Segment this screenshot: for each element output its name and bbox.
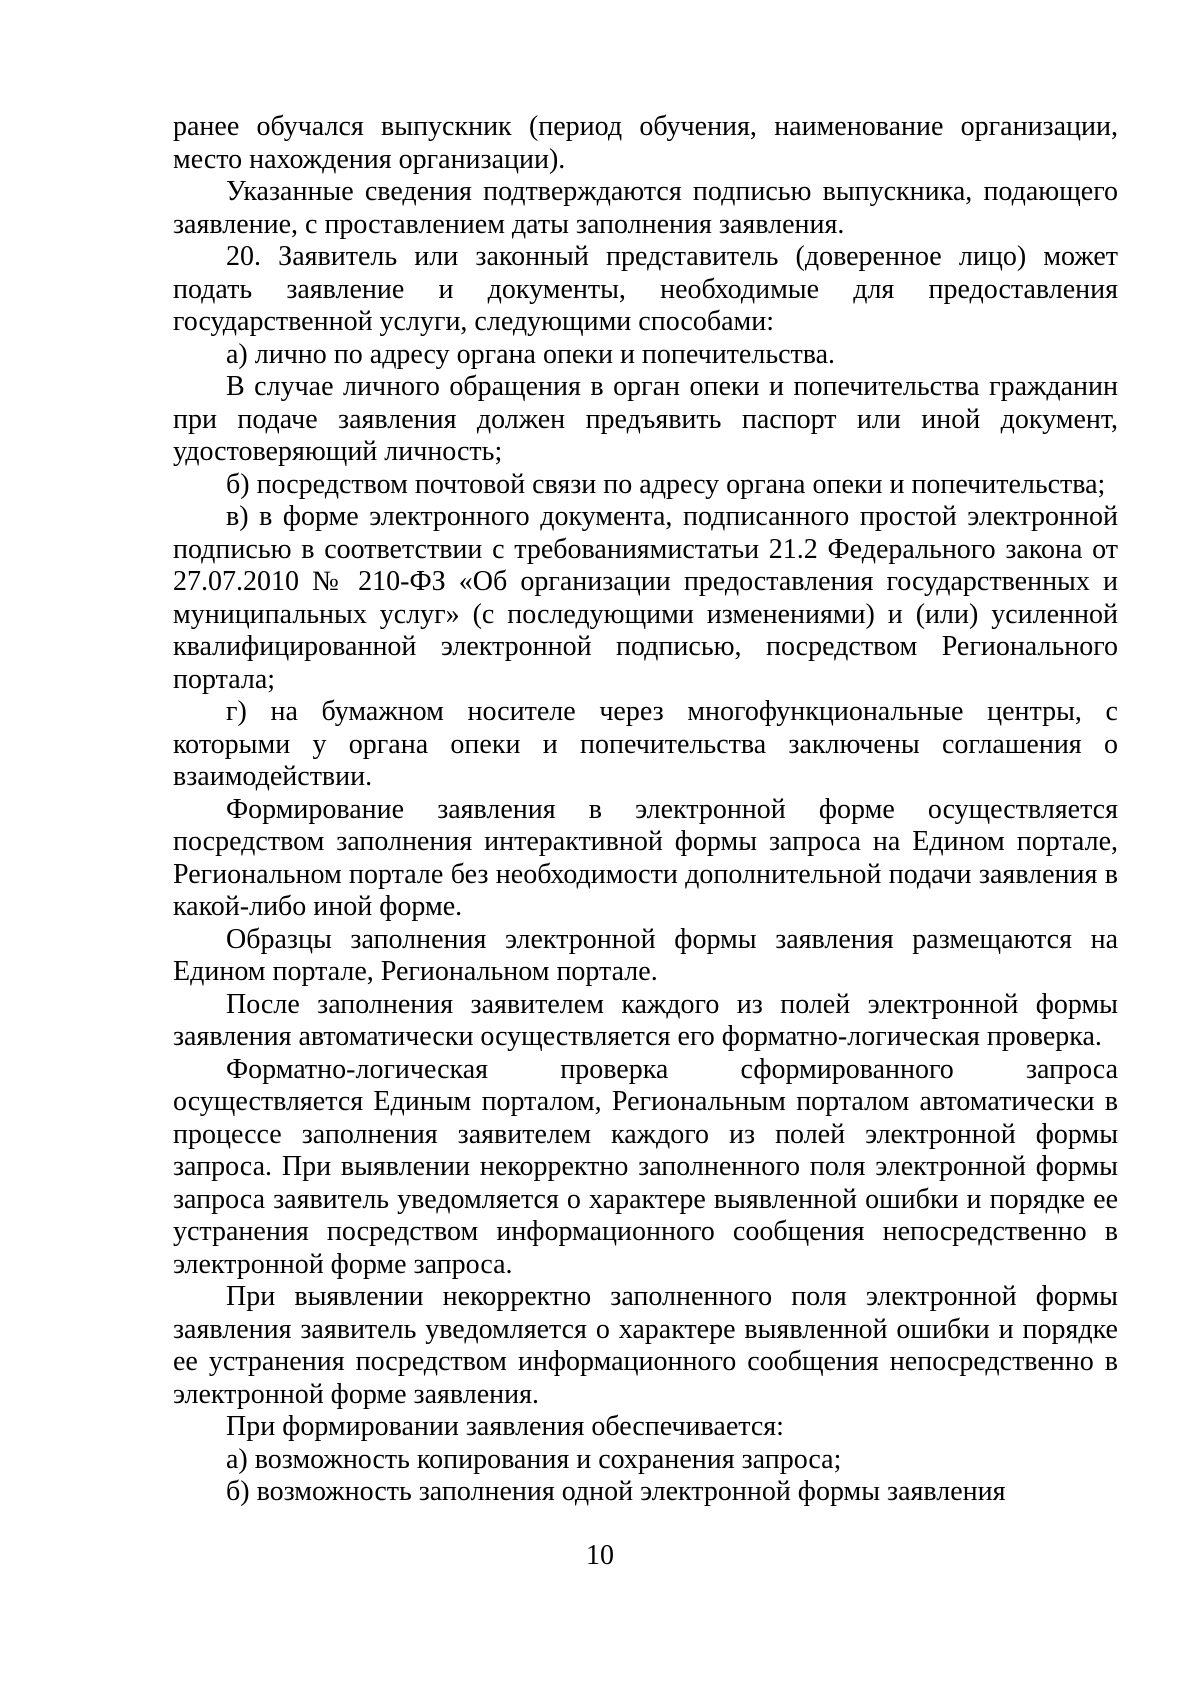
paragraph-method-a: а) лично по адресу органа опеки и попечительства. [226, 338, 836, 370]
paragraph-validation: После заполнения заявителем каждого из полей электронной формы заявления автоматически осуществляется его форматно-логическая проверка. [173, 988, 1118, 1052]
paragraph-method-b: б) посредством почтовой связи по адресу органа опеки и попечительства; [226, 468, 1106, 500]
paragraph-format-check: Форматно-логическая проверка сформированного запроса осуществляется Единым порталом, Региональным порталом автоматически в процессе заполнения заявителем каждого из полей электронной формы запроса. При выявлении некорректно заполненного поля электронной формы запроса заявитель уведомляется о характере выявленной ошибки и порядке ее устранения посредством информационного сообщения непосредственно в электронной форме запроса. [173, 1053, 1118, 1280]
paragraph-electronic-form: Формирование заявления в электронной форме осуществляется посредством заполнения интерактивной формы запроса на Едином портале, Региональном портале без необходимости дополнительной подачи заявления в какой-либо иной форме. [173, 793, 1118, 922]
paragraph-method-v: в) в форме электронного документа, подписанного простой электронной подписью в соответствии с требованиямистатьи 21.2 Федерального закона от 27.07.2010 № 210-ФЗ «Об организации предоставления государственных и муниципальных услуг» (с последующими изменениями) и (или) усиленной квалифицированной электронной подписью, посредством Регионального портала; [173, 501, 1118, 695]
paragraph-error-notice: При выявлении некорректно заполненного поля электронной формы заявления заявитель уведомляется о характере выявленной ошибки и порядке ее устранения посредством информационного сообщения непосредственно в электронной форме заявления. [173, 1281, 1118, 1410]
paragraph-list-a: а) возможность копирования и сохранения запроса; [226, 1443, 842, 1475]
paragraph-continuation: ранее обучался выпускник (период обучения, наименование организации, место нахождения организации). [173, 111, 1118, 175]
paragraph-list-b: б) возможность заполнения одной электронной формы заявления [226, 1476, 1006, 1507]
page-number: 10 [586, 1540, 614, 1571]
paragraph-method-g: г) на бумажном носителе через многофункциональные центры, с которыми у органа опеки и попечительства заключены соглашения о взаимодействии. [173, 696, 1118, 792]
paragraph-item-20: 20. Заявитель или законный представитель (доверенное лицо) может подать заявление и документы, необходимые для предоставления государственной услуги, следующими способами: [173, 241, 1118, 337]
paragraph-samples: Образцы заполнения электронной формы заявления размещаются на Едином портале, Региональном портале. [173, 923, 1118, 987]
paragraph-personal-visit: В случае личного обращения в орган опеки и попечительства гражданин при подаче заявления должен предъявить паспорт или иной документ, удостоверяющий личность; [173, 371, 1118, 467]
document-body [173, 111, 1118, 1509]
paragraph-provided: При формировании заявления обеспечивается: [226, 1411, 784, 1442]
paragraph-confirmation: Указанные сведения подтверждаются подписью выпускника, подающего заявление, с проставлением даты заполнения заявления. [173, 176, 1118, 240]
